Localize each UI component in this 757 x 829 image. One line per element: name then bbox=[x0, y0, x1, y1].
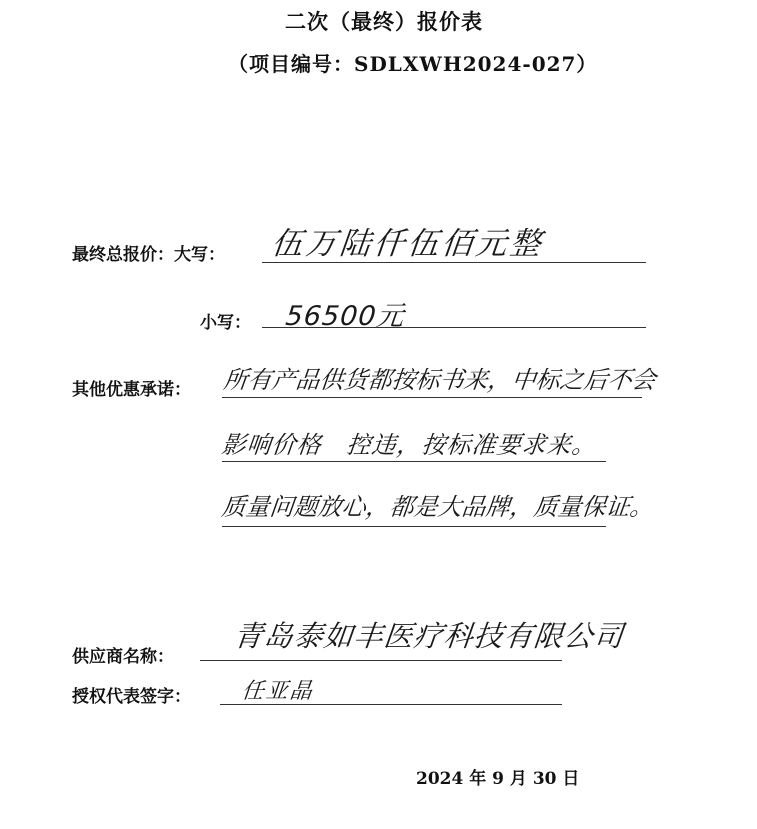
offers-line-1: 所有产品供货都按标书来，中标之后不会 bbox=[222, 366, 658, 394]
supplier-name-line bbox=[200, 660, 562, 661]
supplier-name-label: 供应商名称： bbox=[72, 647, 174, 667]
small-amount-label: 小写： bbox=[200, 313, 251, 333]
total-upper-value: 伍万陆仟伍佰元整 bbox=[269, 226, 546, 262]
authorized-rep-label: 授权代表签字： bbox=[72, 687, 191, 707]
offers-line-1-rule bbox=[222, 397, 642, 398]
offers-line-3-rule bbox=[222, 526, 606, 527]
document-title: 二次（最终）报价表 bbox=[285, 9, 483, 34]
total-price-label: 最终总报价：大写： bbox=[72, 245, 225, 265]
offers-line-2: 影响价格 控违，按标准要求来。 bbox=[220, 431, 599, 459]
supplier-name-value: 青岛泰如丰医疗科技有限公司 bbox=[232, 619, 626, 653]
offers-label: 其他优惠承诺： bbox=[72, 380, 191, 400]
authorized-rep-signature: 任亚晶 bbox=[240, 679, 316, 704]
offers-line-2-rule bbox=[222, 461, 606, 462]
document-date: 2024 年 9 月 30 日 bbox=[416, 769, 580, 789]
total-lower-value: 56500元 bbox=[284, 301, 407, 332]
offers-line-3: 质量问题放心，都是大品牌，质量保证。 bbox=[220, 493, 656, 521]
project-number: （项目编号：SDLXWH2024-027） bbox=[228, 52, 598, 76]
